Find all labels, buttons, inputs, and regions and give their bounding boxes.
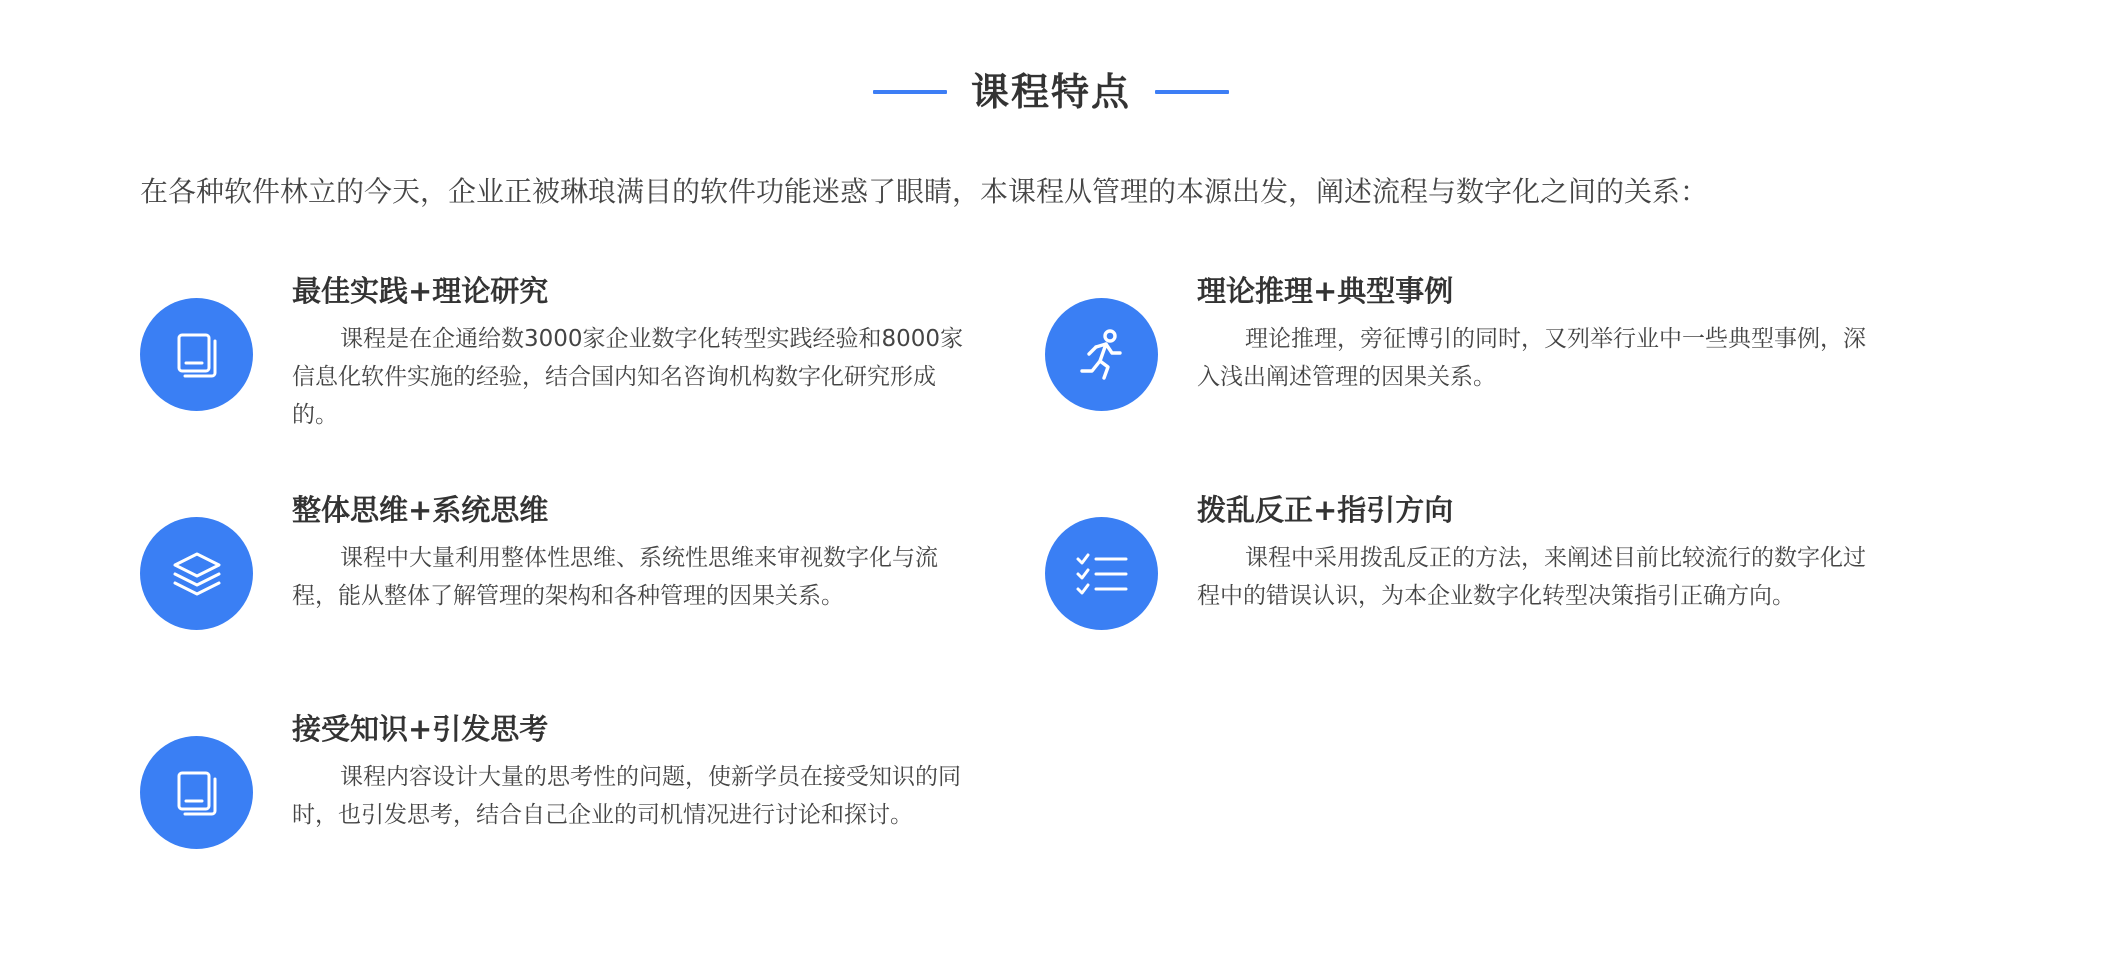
feature-item-best-practice xyxy=(140,270,964,450)
feature-description: 理论推理，旁征博引的同时，又列举行业中一些典型事例，深入浅出阐述管理的因果关系。 xyxy=(1197,326,1866,390)
intro-text: 在各种软件林立的今天，企业正被琳琅满目的软件功能迷惑了眼睛，本课程从管理的本源出发，阐述流程与数字化之间的关系： xyxy=(140,175,1709,208)
feature-description: 课程中大量利用整体性思维、系统性思维来审视数字化与流程，能从整体了解管理的架构和各种管理的因果关系。 xyxy=(292,545,938,609)
feature-item-correct-direction xyxy=(1045,489,1865,669)
feature-description: 课程中采用拨乱反正的方法，来阐述目前比较流行的数字化过程中的错误认识，为本企业数字化转型决策指引正确方向。 xyxy=(1197,545,1866,609)
book-icon xyxy=(140,298,253,411)
feature-title: 最佳实践+理论研究 xyxy=(292,274,549,308)
book-icon xyxy=(140,736,253,849)
feature-description: 课程是在企通给数3000家企业数字化转型实践经验和8000家信息化软件实施的经验，结合国内知名咨询机构数字化研究形成的。 xyxy=(292,326,964,428)
feature-item-holistic-thinking xyxy=(140,489,960,669)
feature-title: 整体思维+系统思维 xyxy=(292,493,549,527)
header-right-divider xyxy=(1155,90,1229,94)
feature-description: 课程内容设计大量的思考性的问题，使新学员在接受知识的同时，也引发思考，结合自己企业的司机情况进行讨论和探讨。 xyxy=(292,764,961,828)
section-header xyxy=(0,62,2102,122)
running-person-icon xyxy=(1045,298,1158,411)
feature-title: 接受知识+引发思考 xyxy=(292,712,549,746)
checklist-icon xyxy=(1045,517,1158,630)
section-title: 课程特点 xyxy=(970,70,1131,114)
feature-item-knowledge-thinking xyxy=(140,708,960,888)
feature-title: 拨乱反正+指引方向 xyxy=(1197,493,1454,527)
header-left-divider xyxy=(873,90,947,94)
feature-item-theory-cases xyxy=(1045,270,1865,450)
layers-icon xyxy=(140,517,253,630)
feature-title: 理论推理+典型事例 xyxy=(1197,274,1454,308)
